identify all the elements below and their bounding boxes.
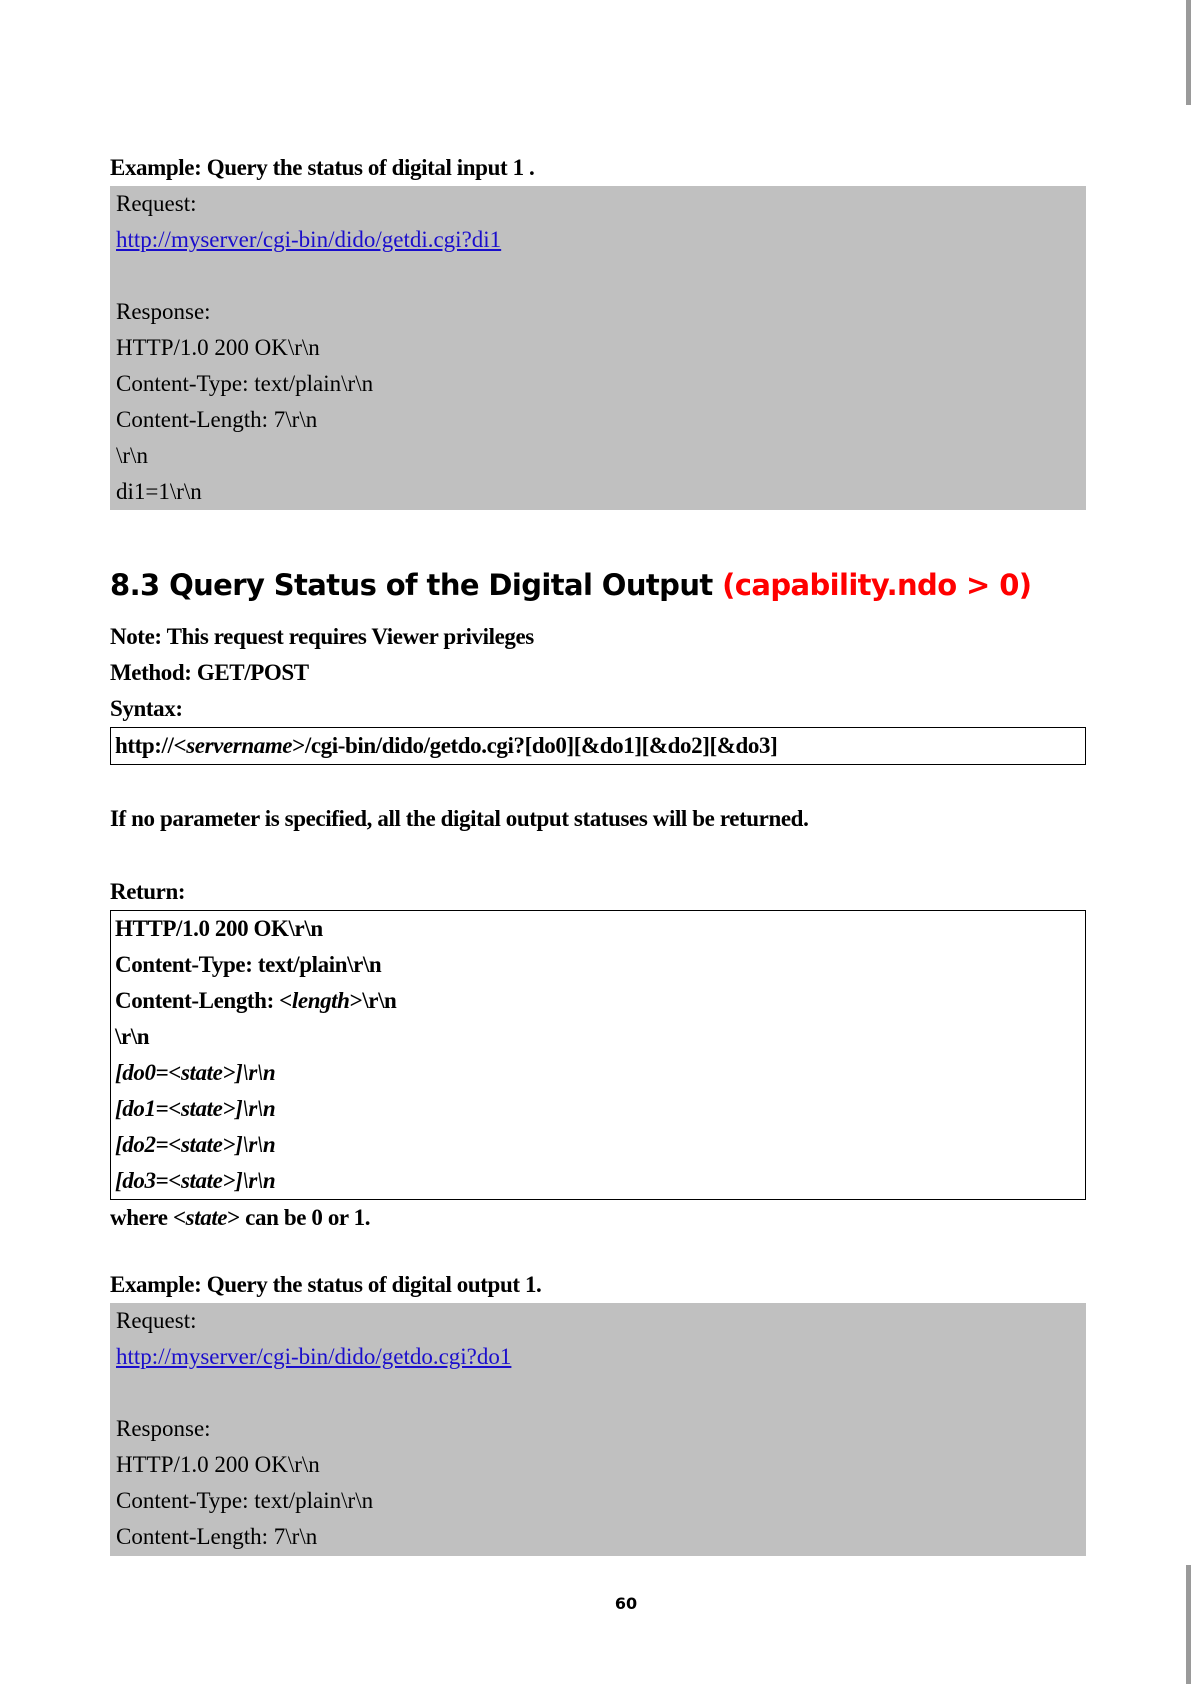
example-title: Example: Query the status of digital output 1. (110, 1272, 542, 1297)
method-line (110, 655, 1086, 691)
response-label: Response: (116, 1416, 211, 1441)
page-number: 60 (614, 1594, 638, 1613)
state-note-suffix: > can be 0 or 1. (227, 1205, 371, 1230)
no-parameter-note: If no parameter is specified, all the digital output statuses will be returned. (110, 806, 809, 831)
return-line-prefix: Content-Length: < (115, 988, 292, 1013)
section-heading (110, 563, 1086, 607)
example-output-section (110, 1267, 1086, 1556)
state-note-prefix: where < (110, 1205, 186, 1230)
return-line: [do2=<state>]\r\n (115, 1132, 276, 1157)
response-line: \r\n (116, 443, 148, 468)
request-url-link[interactable]: http://myserver/cgi-bin/dido/getdo.cgi?do1 (116, 1344, 512, 1369)
method-label: Method: (110, 660, 192, 685)
response-line: Content-Type: text/plain\r\n (116, 371, 374, 396)
response-line: di1=1\r\n (116, 479, 202, 504)
method-value: GET/POST (191, 660, 309, 685)
example-code-box (110, 1303, 1086, 1556)
syntax-placeholder: servername (186, 733, 293, 758)
request-url-link[interactable]: http://myserver/cgi-bin/dido/getdi.cgi?di1 (116, 227, 502, 252)
return-box (110, 910, 1086, 1200)
return-line: HTTP/1.0 200 OK\r\n (115, 916, 323, 941)
page-edge-marker (1186, 0, 1191, 105)
example-title: Example: Query the status of digital input 1 . (110, 155, 535, 180)
return-line (115, 983, 1081, 1019)
heading-title: 8.3 Query Status of the Digital Output (110, 568, 723, 602)
blank-line (116, 1375, 1080, 1411)
return-line: [do1=<state>]\r\n (115, 1096, 276, 1121)
example-code-box (110, 186, 1086, 510)
syntax-suffix: >/cgi-bin/dido/getdo.cgi?[do0][&do1][&do2][&do3] (292, 733, 778, 758)
request-label: Request: (116, 191, 197, 216)
response-line: HTTP/1.0 200 OK\r\n (116, 335, 320, 360)
return-line: [do0=<state>]\r\n (115, 1060, 276, 1085)
response-line: Content-Type: text/plain\r\n (116, 1488, 374, 1513)
state-note (110, 1200, 1086, 1236)
return-line: Content-Type: text/plain\r\n (115, 952, 382, 977)
no-parameter-note-block (110, 801, 1086, 837)
syntax-prefix: http://< (115, 733, 187, 758)
state-note-placeholder: state (185, 1205, 228, 1230)
request-details (110, 619, 1086, 765)
response-line: HTTP/1.0 200 OK\r\n (116, 1452, 320, 1477)
return-line-placeholder: length (291, 988, 350, 1013)
response-label: Response: (116, 299, 211, 324)
return-label: Return: (110, 879, 186, 904)
return-section (110, 874, 1086, 1236)
response-line: Content-Length: 7\r\n (116, 1524, 318, 1549)
response-line: Content-Length: 7\r\n (116, 407, 318, 432)
example-input-section (110, 150, 1086, 510)
return-line: \r\n (115, 1024, 150, 1049)
return-line-suffix: >\r\n (349, 988, 397, 1013)
syntax-box (110, 727, 1086, 765)
page-edge-marker (1186, 1565, 1191, 1684)
blank-line (116, 258, 1080, 294)
request-label: Request: (116, 1308, 197, 1333)
privilege-note: Note: This request requires Viewer privileges (110, 624, 534, 649)
return-line: [do3=<state>]\r\n (115, 1168, 276, 1193)
heading-condition: (capability.ndo > 0) (722, 568, 1032, 602)
syntax-label: Syntax: (110, 696, 183, 721)
